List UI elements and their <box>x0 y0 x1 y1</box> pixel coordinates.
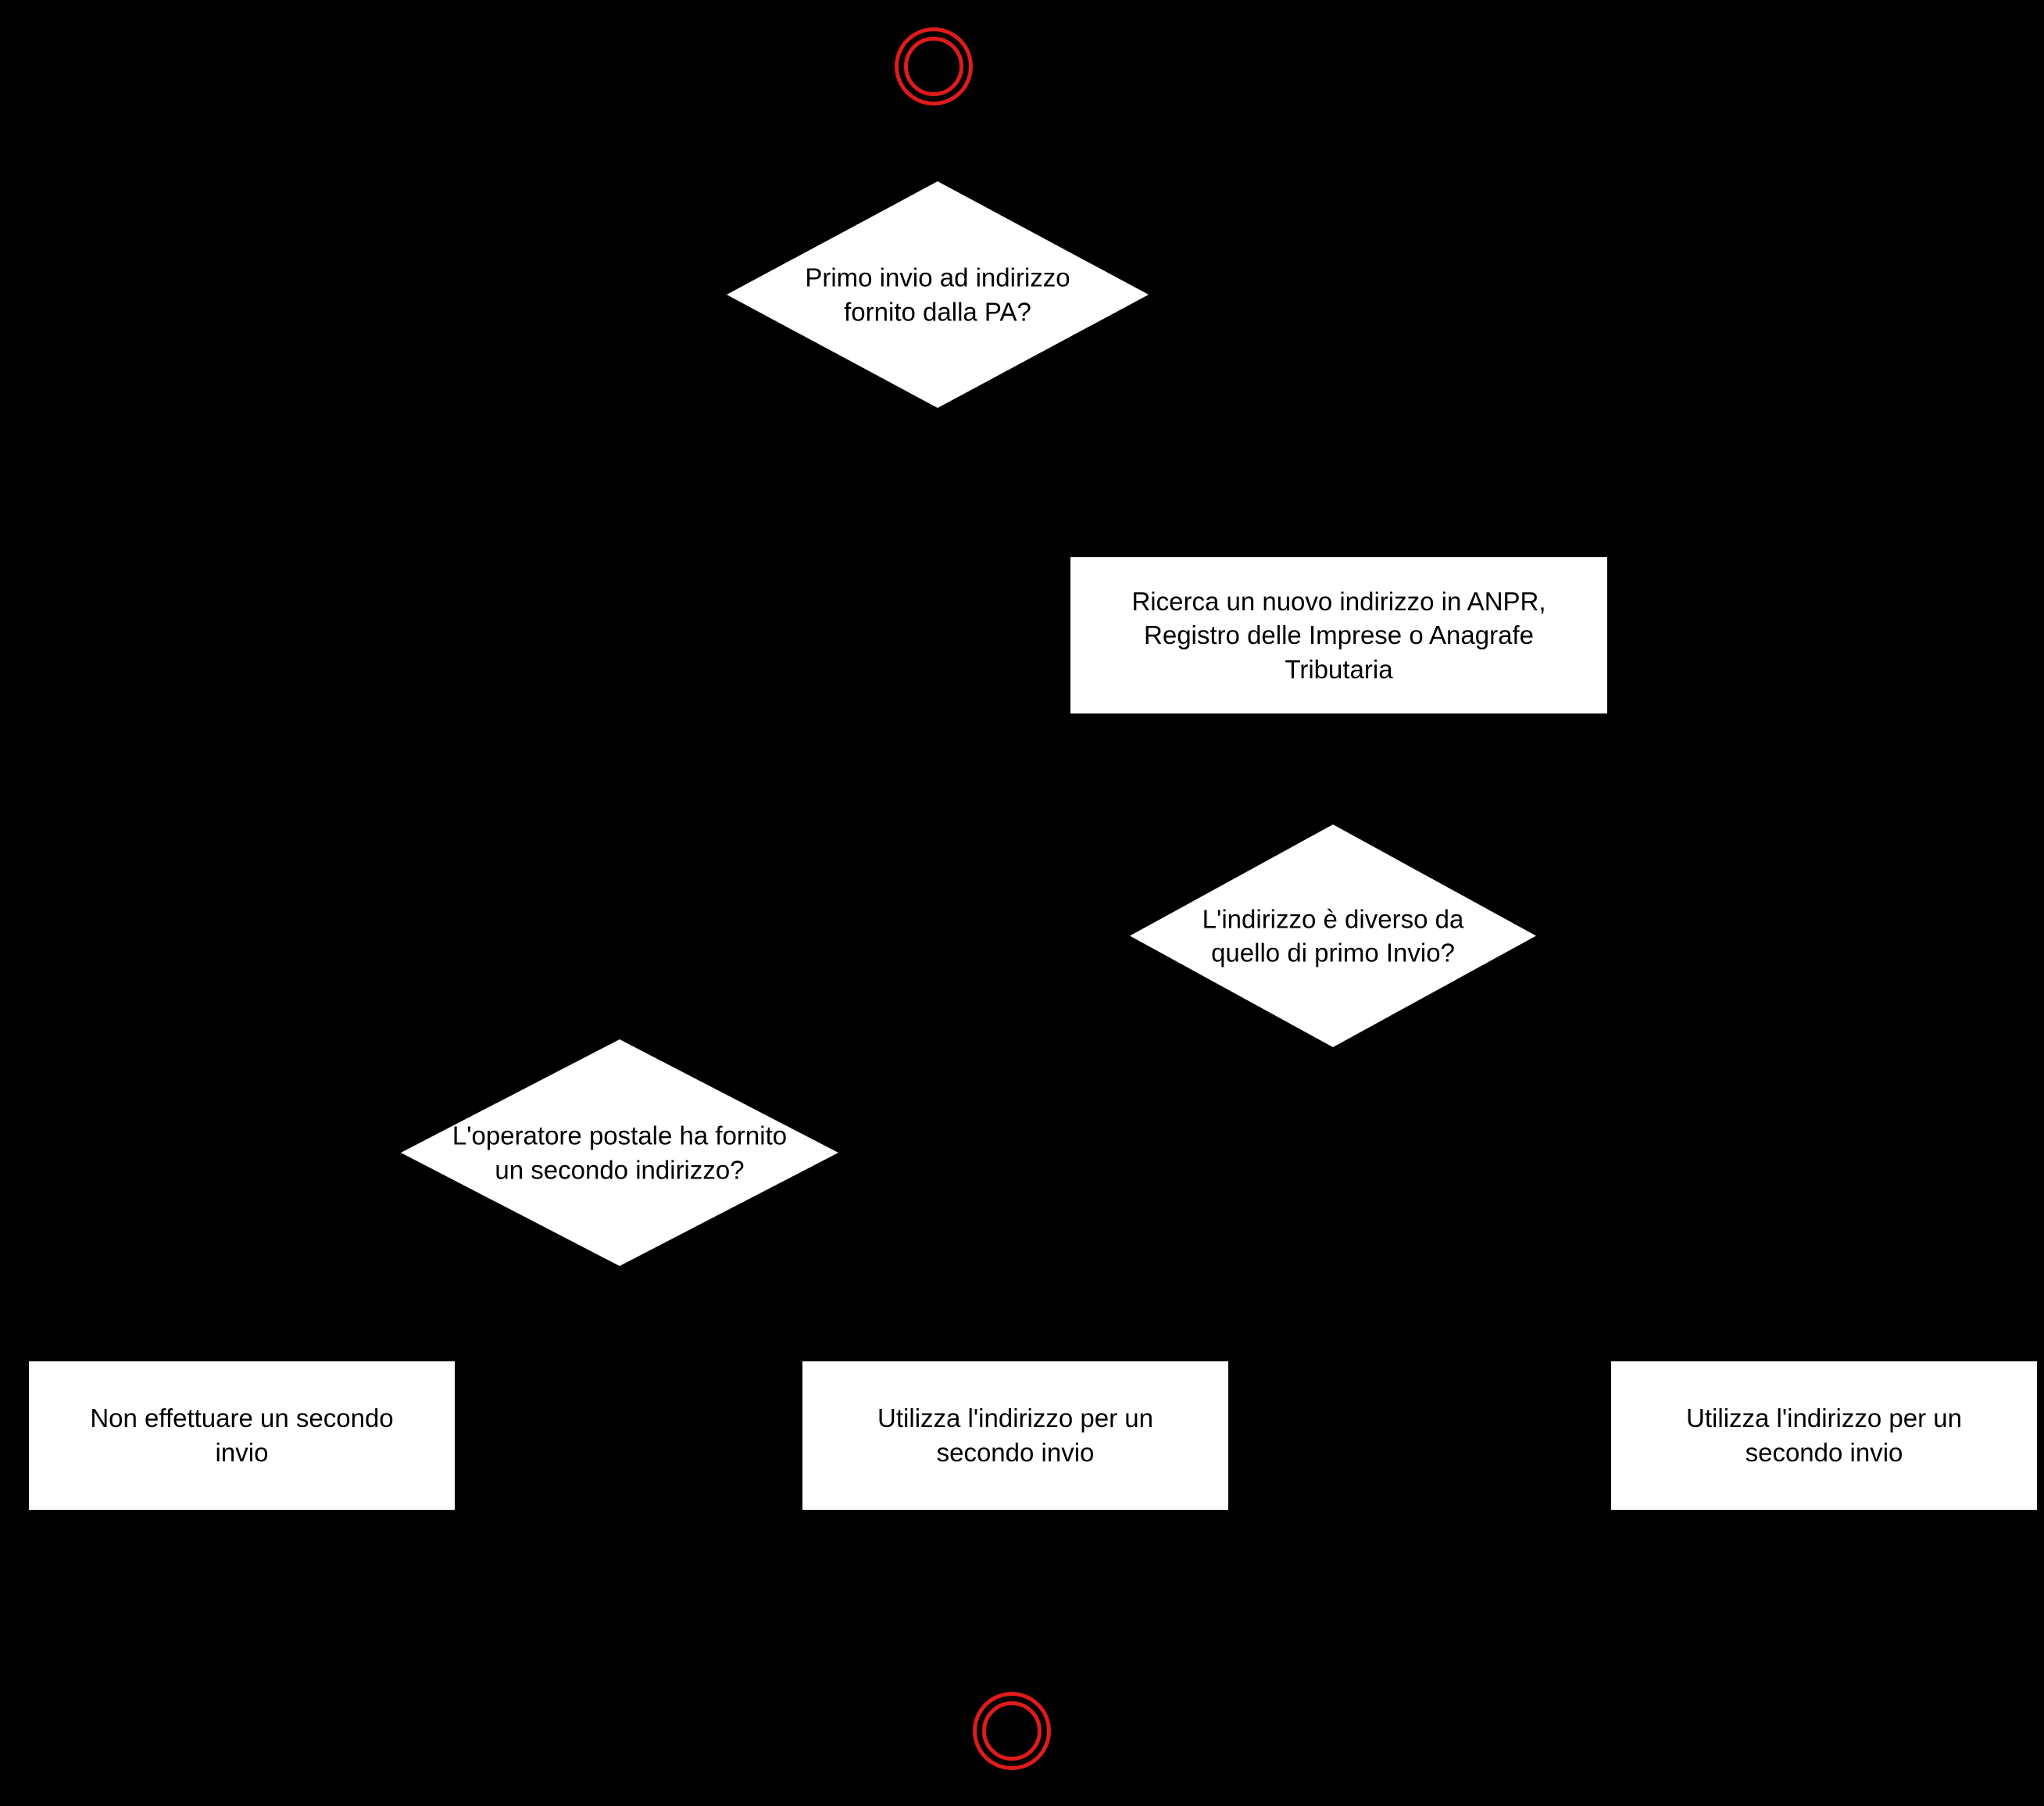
start-terminator-inner-ring <box>904 37 963 96</box>
process-utilizza-indirizzo-destra <box>1611 1361 2037 1510</box>
process-utilizza-indirizzo-centro-label: Utilizza l'indirizzo per un secondo invio <box>877 1404 1153 1467</box>
decision-indirizzo-diverso <box>1130 824 1536 1047</box>
process-ricerca-indirizzo-label: Ricerca un nuovo indirizzo in ANPR, Registro delle Imprese o Anagrafe Tributaria <box>1131 586 1546 684</box>
process-ricerca-indirizzo <box>1070 557 1607 713</box>
end-terminator-inner-ring <box>982 1701 1042 1761</box>
decision-indirizzo-diverso-label: L'indirizzo è diverso da quello di primo Invio? <box>1202 903 1464 967</box>
decision-primo-invio <box>727 181 1149 408</box>
decision-operatore-postale-label: L'operatore postale ha fornito un secondo indirizzo? <box>452 1121 788 1184</box>
decision-operatore-postale <box>401 1039 838 1266</box>
start-terminator <box>895 27 973 105</box>
process-utilizza-indirizzo-destra-label: Utilizza l'indirizzo per un secondo invio <box>1686 1404 1962 1467</box>
end-terminator <box>973 1692 1051 1770</box>
process-non-effettuare-secondo-invio-label: Non effettuare un secondo invio <box>90 1404 394 1467</box>
process-non-effettuare-secondo-invio <box>29 1361 455 1510</box>
process-utilizza-indirizzo-centro <box>802 1361 1228 1510</box>
decision-primo-invio-label: Primo invio ad indirizzo fornito dalla PA? <box>805 263 1070 326</box>
